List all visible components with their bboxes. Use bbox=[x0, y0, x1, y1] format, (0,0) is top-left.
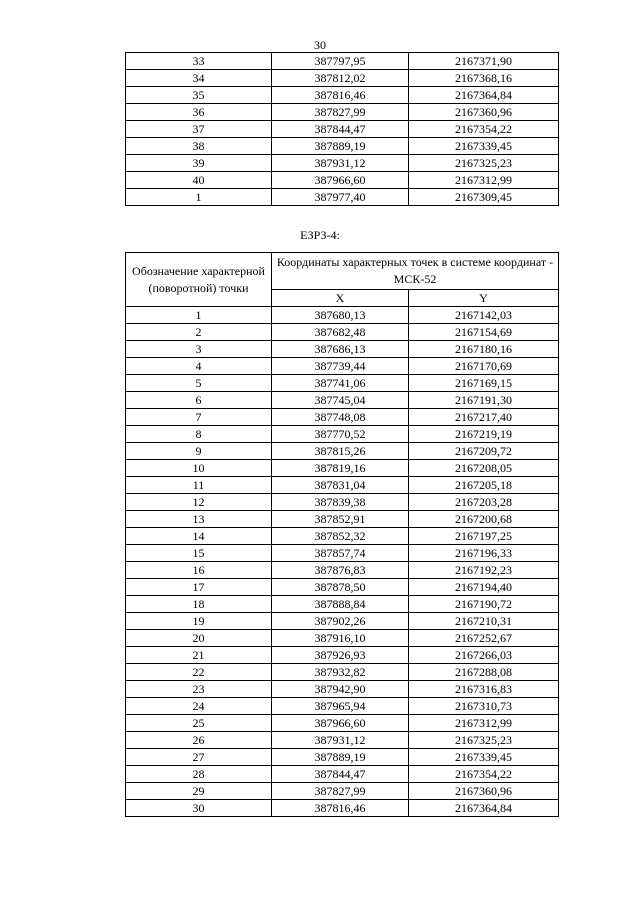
point-number-cell: 13 bbox=[126, 511, 272, 528]
point-number-cell: 15 bbox=[126, 545, 272, 562]
y-coordinate-cell: 2167288,08 bbox=[409, 664, 559, 681]
x-coordinate-cell: 387902,26 bbox=[272, 613, 409, 630]
y-coordinate-cell: 2167364,84 bbox=[409, 800, 559, 817]
x-coordinate-cell: 387839,38 bbox=[272, 494, 409, 511]
x-coordinate-cell: 387797,95 bbox=[272, 53, 409, 70]
y-coordinate-cell: 2167339,45 bbox=[409, 749, 559, 766]
x-coordinate-cell: 387680,13 bbox=[272, 307, 409, 324]
point-number-cell: 18 bbox=[126, 596, 272, 613]
table-row bbox=[126, 664, 559, 681]
y-coordinate-cell: 2167169,15 bbox=[409, 375, 559, 392]
y-coordinate-cell: 2167354,22 bbox=[409, 121, 559, 138]
x-coordinate-cell: 387857,74 bbox=[272, 545, 409, 562]
point-number-cell: 24 bbox=[126, 698, 272, 715]
table-row bbox=[126, 681, 559, 698]
y-coordinate-cell: 2167203,28 bbox=[409, 494, 559, 511]
table-row bbox=[126, 443, 559, 460]
x-coordinate-cell: 387827,99 bbox=[272, 783, 409, 800]
table-body bbox=[126, 307, 559, 817]
point-number-cell: 16 bbox=[126, 562, 272, 579]
table-row bbox=[126, 477, 559, 494]
y-coordinate-cell: 2167368,16 bbox=[409, 70, 559, 87]
point-number-cell: 1 bbox=[126, 189, 272, 206]
point-number-cell: 36 bbox=[126, 104, 272, 121]
point-number-cell: 20 bbox=[126, 630, 272, 647]
table-row bbox=[126, 70, 559, 87]
table-row bbox=[126, 698, 559, 715]
table-row bbox=[126, 528, 559, 545]
table-row bbox=[126, 732, 559, 749]
point-number-cell: 3 bbox=[126, 341, 272, 358]
point-number-cell: 37 bbox=[126, 121, 272, 138]
x-coordinate-cell: 387889,19 bbox=[272, 138, 409, 155]
table-header bbox=[126, 253, 559, 307]
point-number-cell: 21 bbox=[126, 647, 272, 664]
table-row bbox=[126, 494, 559, 511]
point-number-cell: 12 bbox=[126, 494, 272, 511]
point-number-cell: 23 bbox=[126, 681, 272, 698]
y-coordinate-cell: 2167360,96 bbox=[409, 783, 559, 800]
y-coordinate-cell: 2167180,16 bbox=[409, 341, 559, 358]
point-number-cell: 9 bbox=[126, 443, 272, 460]
x-coordinate-cell: 387816,46 bbox=[272, 87, 409, 104]
y-coordinate-cell: 2167266,03 bbox=[409, 647, 559, 664]
table-row bbox=[126, 307, 559, 324]
table-row bbox=[126, 579, 559, 596]
table-row bbox=[126, 189, 559, 206]
y-coordinate-cell: 2167316,83 bbox=[409, 681, 559, 698]
point-number-cell: 40 bbox=[126, 172, 272, 189]
x-coordinate-cell: 387926,93 bbox=[272, 647, 409, 664]
point-number-cell: 1 bbox=[126, 307, 272, 324]
y-coordinate-cell: 2167325,23 bbox=[409, 732, 559, 749]
table-row bbox=[126, 800, 559, 817]
point-number-cell: 33 bbox=[126, 53, 272, 70]
y-coordinate-cell: 2167252,67 bbox=[409, 630, 559, 647]
x-coordinate-cell: 387931,12 bbox=[272, 155, 409, 172]
table-row bbox=[126, 647, 559, 664]
y-coordinate-cell: 2167371,90 bbox=[409, 53, 559, 70]
table-row bbox=[126, 749, 559, 766]
point-number-cell: 27 bbox=[126, 749, 272, 766]
header-coordinates: Координаты характерных точек в системе координат - МСК-52 bbox=[272, 253, 559, 290]
y-coordinate-cell: 2167325,23 bbox=[409, 155, 559, 172]
x-coordinate-cell: 387815,26 bbox=[272, 443, 409, 460]
table-row bbox=[126, 87, 559, 104]
point-number-cell: 8 bbox=[126, 426, 272, 443]
y-coordinate-cell: 2167197,25 bbox=[409, 528, 559, 545]
x-coordinate-cell: 387812,02 bbox=[272, 70, 409, 87]
y-coordinate-cell: 2167354,22 bbox=[409, 766, 559, 783]
table-row bbox=[126, 613, 559, 630]
table-row bbox=[126, 104, 559, 121]
point-number-cell: 4 bbox=[126, 358, 272, 375]
y-coordinate-cell: 2167142,03 bbox=[409, 307, 559, 324]
y-coordinate-cell: 2167191,30 bbox=[409, 392, 559, 409]
point-number-cell: 25 bbox=[126, 715, 272, 732]
x-coordinate-cell: 387739,44 bbox=[272, 358, 409, 375]
table-row bbox=[126, 324, 559, 341]
point-number-cell: 6 bbox=[126, 392, 272, 409]
x-coordinate-cell: 387770,52 bbox=[272, 426, 409, 443]
point-number-cell: 39 bbox=[126, 155, 272, 172]
x-coordinate-cell: 387876,83 bbox=[272, 562, 409, 579]
y-coordinate-cell: 2167309,45 bbox=[409, 189, 559, 206]
point-number-cell: 11 bbox=[126, 477, 272, 494]
y-coordinate-cell: 2167209,72 bbox=[409, 443, 559, 460]
x-coordinate-cell: 387852,91 bbox=[272, 511, 409, 528]
x-coordinate-cell: 387844,47 bbox=[272, 121, 409, 138]
x-coordinate-cell: 387889,19 bbox=[272, 749, 409, 766]
x-coordinate-cell: 387931,12 bbox=[272, 732, 409, 749]
table-row bbox=[126, 341, 559, 358]
table-row bbox=[126, 358, 559, 375]
y-coordinate-cell: 2167310,73 bbox=[409, 698, 559, 715]
table-row bbox=[126, 766, 559, 783]
table-body bbox=[126, 53, 559, 206]
point-number-cell: 10 bbox=[126, 460, 272, 477]
point-number-cell: 30 bbox=[126, 800, 272, 817]
point-number-cell: 5 bbox=[126, 375, 272, 392]
y-coordinate-cell: 2167208,05 bbox=[409, 460, 559, 477]
point-number-cell: 26 bbox=[126, 732, 272, 749]
point-number-cell: 17 bbox=[126, 579, 272, 596]
y-coordinate-cell: 2167360,96 bbox=[409, 104, 559, 121]
y-coordinate-cell: 2167170,69 bbox=[409, 358, 559, 375]
y-coordinate-cell: 2167219,19 bbox=[409, 426, 559, 443]
x-coordinate-cell: 387686,13 bbox=[272, 341, 409, 358]
x-coordinate-cell: 387852,32 bbox=[272, 528, 409, 545]
header-x: X bbox=[272, 290, 409, 307]
point-number-cell: 35 bbox=[126, 87, 272, 104]
x-coordinate-cell: 387831,04 bbox=[272, 477, 409, 494]
table-row bbox=[126, 375, 559, 392]
coordinates-table-continuation bbox=[125, 52, 559, 206]
x-coordinate-cell: 387819,16 bbox=[272, 460, 409, 477]
point-number-cell: 38 bbox=[126, 138, 272, 155]
y-coordinate-cell: 2167194,40 bbox=[409, 579, 559, 596]
y-coordinate-cell: 2167190,72 bbox=[409, 596, 559, 613]
table-row bbox=[126, 121, 559, 138]
x-coordinate-cell: 387827,99 bbox=[272, 104, 409, 121]
y-coordinate-cell: 2167312,99 bbox=[409, 715, 559, 732]
table-row bbox=[126, 562, 559, 579]
y-coordinate-cell: 2167210,31 bbox=[409, 613, 559, 630]
point-number-cell: 7 bbox=[126, 409, 272, 426]
x-coordinate-cell: 387748,08 bbox=[272, 409, 409, 426]
x-coordinate-cell: 387966,60 bbox=[272, 715, 409, 732]
x-coordinate-cell: 387888,84 bbox=[272, 596, 409, 613]
header-y: Y bbox=[409, 290, 559, 307]
x-coordinate-cell: 387916,10 bbox=[272, 630, 409, 647]
point-number-cell: 19 bbox=[126, 613, 272, 630]
y-coordinate-cell: 2167154,69 bbox=[409, 324, 559, 341]
table-row bbox=[126, 155, 559, 172]
coordinates-table-ezrz-4 bbox=[125, 252, 559, 817]
y-coordinate-cell: 2167217,40 bbox=[409, 409, 559, 426]
y-coordinate-cell: 2167205,18 bbox=[409, 477, 559, 494]
y-coordinate-cell: 2167364,84 bbox=[409, 87, 559, 104]
x-coordinate-cell: 387966,60 bbox=[272, 172, 409, 189]
point-number-cell: 34 bbox=[126, 70, 272, 87]
table-row bbox=[126, 172, 559, 189]
table-row bbox=[126, 392, 559, 409]
table-row bbox=[126, 715, 559, 732]
point-number-cell: 2 bbox=[126, 324, 272, 341]
x-coordinate-cell: 387844,47 bbox=[272, 766, 409, 783]
point-number-cell: 22 bbox=[126, 664, 272, 681]
x-coordinate-cell: 387682,48 bbox=[272, 324, 409, 341]
y-coordinate-cell: 2167200,68 bbox=[409, 511, 559, 528]
page-number: 30 bbox=[314, 38, 326, 52]
point-number-cell: 28 bbox=[126, 766, 272, 783]
table-row bbox=[126, 53, 559, 70]
table-row bbox=[126, 460, 559, 477]
x-coordinate-cell: 387932,82 bbox=[272, 664, 409, 681]
table-row bbox=[126, 409, 559, 426]
point-number-cell: 14 bbox=[126, 528, 272, 545]
header-point-designation: Обозначение характерной (поворотной) точки bbox=[126, 253, 272, 307]
x-coordinate-cell: 387942,90 bbox=[272, 681, 409, 698]
table-row bbox=[126, 630, 559, 647]
y-coordinate-cell: 2167192,23 bbox=[409, 562, 559, 579]
table-row bbox=[126, 596, 559, 613]
table-row bbox=[126, 511, 559, 528]
table-row bbox=[126, 783, 559, 800]
table-row bbox=[126, 545, 559, 562]
x-coordinate-cell: 387745,04 bbox=[272, 392, 409, 409]
x-coordinate-cell: 387816,46 bbox=[272, 800, 409, 817]
table-row bbox=[126, 426, 559, 443]
point-number-cell: 29 bbox=[126, 783, 272, 800]
section-title: ЕЗРЗ-4: bbox=[300, 228, 340, 242]
x-coordinate-cell: 387741,06 bbox=[272, 375, 409, 392]
x-coordinate-cell: 387977,40 bbox=[272, 189, 409, 206]
y-coordinate-cell: 2167196,33 bbox=[409, 545, 559, 562]
y-coordinate-cell: 2167312,99 bbox=[409, 172, 559, 189]
table-row bbox=[126, 138, 559, 155]
x-coordinate-cell: 387965,94 bbox=[272, 698, 409, 715]
y-coordinate-cell: 2167339,45 bbox=[409, 138, 559, 155]
x-coordinate-cell: 387878,50 bbox=[272, 579, 409, 596]
